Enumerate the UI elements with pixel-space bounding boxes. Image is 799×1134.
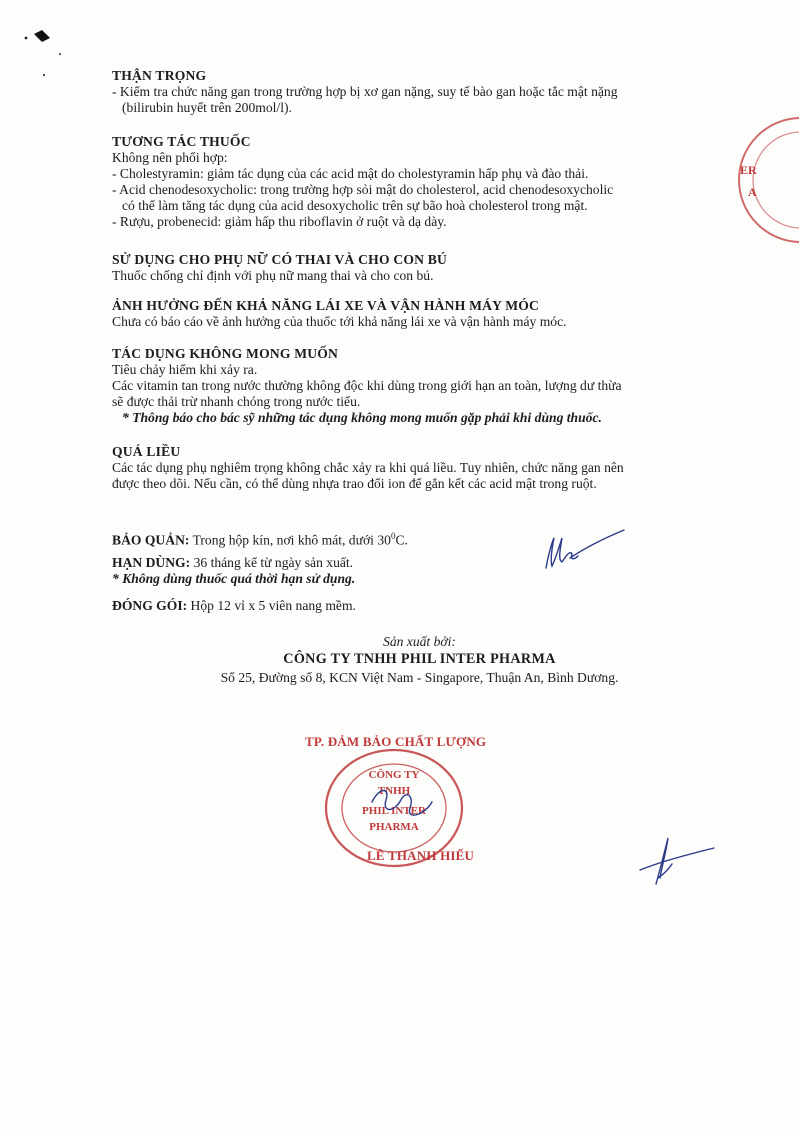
storage-line [112,528,727,549]
packing-label: ĐÓNG GÓI: [112,598,188,613]
expiry-label: HẠN DÙNG: [112,555,191,570]
signoff-name: LÊ THANH HIẾU [367,848,475,863]
expiry-text: 36 tháng kể từ ngày sản xuất. [190,555,354,570]
storage-degree: 0 [390,531,396,541]
section-line: có thể làm tăng tác dụng của acid desoxycholic trên sự bão hoà cholesterol trong mật. [122,198,588,213]
section-line: Thuốc chống chỉ định với phụ nữ mang thai và cho con bú. [112,268,434,283]
section-line: (bilirubin huyết trên 200mol/l). [122,100,292,115]
section-than-trong [112,68,727,116]
handwritten-signature [630,830,720,890]
section-line: Các vitamin tan trong nước thường không độc khi dùng trong giới hạn an toàn, lượng dư thừa [112,378,622,393]
section-title: SỬ DỤNG CHO PHỤ NỮ CÓ THAI VÀ CHO CON BÚ [112,252,448,267]
section-line: - Acid chenodesoxycholic: trong trường hợp sỏi mật do cholesterol, acid chenodesoxycholic [112,182,614,197]
stamp-line: PHARMA [369,821,419,833]
section-line: Chưa có báo cáo về ảnh hưởng của thuốc tới khả năng lái xe và vận hành máy móc. [112,314,567,329]
storage-label: BẢO QUẢN: [112,532,190,548]
section-title: ẢNH HƯỞNG ĐẾN KHẢ NĂNG LÁI XE VÀ VẬN HÀNH MÁY MÓC [112,298,540,313]
stamp-line: PHIL INTER [362,805,426,817]
warning-note: * Thông báo cho bác sỹ những tác dụng không mong muốn gặp phải khi dùng thuốc. [122,410,602,425]
section-phu-nu-co-thai [112,252,727,284]
svg-text:ER: ER [740,163,757,177]
section-tuong-tac [112,134,727,230]
stamp-line: TNHH [377,785,411,797]
storage-text: Trong hộp kín, nơi khô mát, dưới 30 [189,532,391,548]
storage-unit: C. [395,532,408,548]
packing-text: Hộp 12 vỉ x 5 viên nang mềm. [187,598,356,613]
company-name: CÔNG TY TNHH PHIL INTER PHARMA [283,651,556,667]
initials-signature [540,520,630,580]
scan-speck-marks [20,20,70,90]
section-line: - Kiểm tra chức năng gan trong trường hợp bị xơ gan nặng, suy tế bào gan hoặc tắc mật nặng [112,84,618,99]
section-tac-dung [112,346,727,426]
section-title: TƯƠNG TÁC THUỐC [112,134,251,149]
section-line: Không nên phối hợp: [112,150,228,165]
section-title: QUÁ LIỀU [112,444,181,459]
section-line: Các tác dụng phụ nghiêm trọng không chắc xảy ra khi quá liều. Tuy nhiên, chức năng gan nên [112,460,624,475]
section-line: Tiêu chảy hiếm khi xảy ra. [112,362,258,377]
section-lai-xe [112,298,727,330]
section-qua-lieu [112,444,727,492]
section-line: - Cholestyramin: giảm tác dụng của các acid mật do cholestyramin hấp phụ và đào thải. [112,166,589,181]
section-line: - Rượu, probenecid: giảm hấp thu riboflavin ở ruột và dạ dày. [112,214,447,229]
made-by-label: Sản xuất bởi: [383,634,456,649]
section-title: TÁC DỤNG KHÔNG MONG MUỐN [112,346,339,361]
expiry-block [112,555,727,587]
section-title: THẬN TRỌNG [112,68,207,83]
svg-text:A: A [748,185,757,199]
section-line: được theo dõi. Nếu cần, có thể dùng nhựa trao đổi ion để gắn kết các acid mật trong ruột. [112,476,597,491]
partial-stamp [726,110,799,250]
company-address: Số 25, Đường số 8, KCN Việt Nam - Singapore, Thuận An, Bình Dương. [220,670,619,685]
stamp-line: CÔNG TY [368,769,420,781]
section-line: sẽ được thải trừ nhanh chóng trong nước tiểu. [112,394,361,409]
signoff-role: TP. ĐẢM BẢO CHẤT LƯỢNG [305,734,487,749]
packing-line [112,598,727,614]
expiry-note: * Không dùng thuốc quá thời hạn sử dụng. [112,571,356,586]
